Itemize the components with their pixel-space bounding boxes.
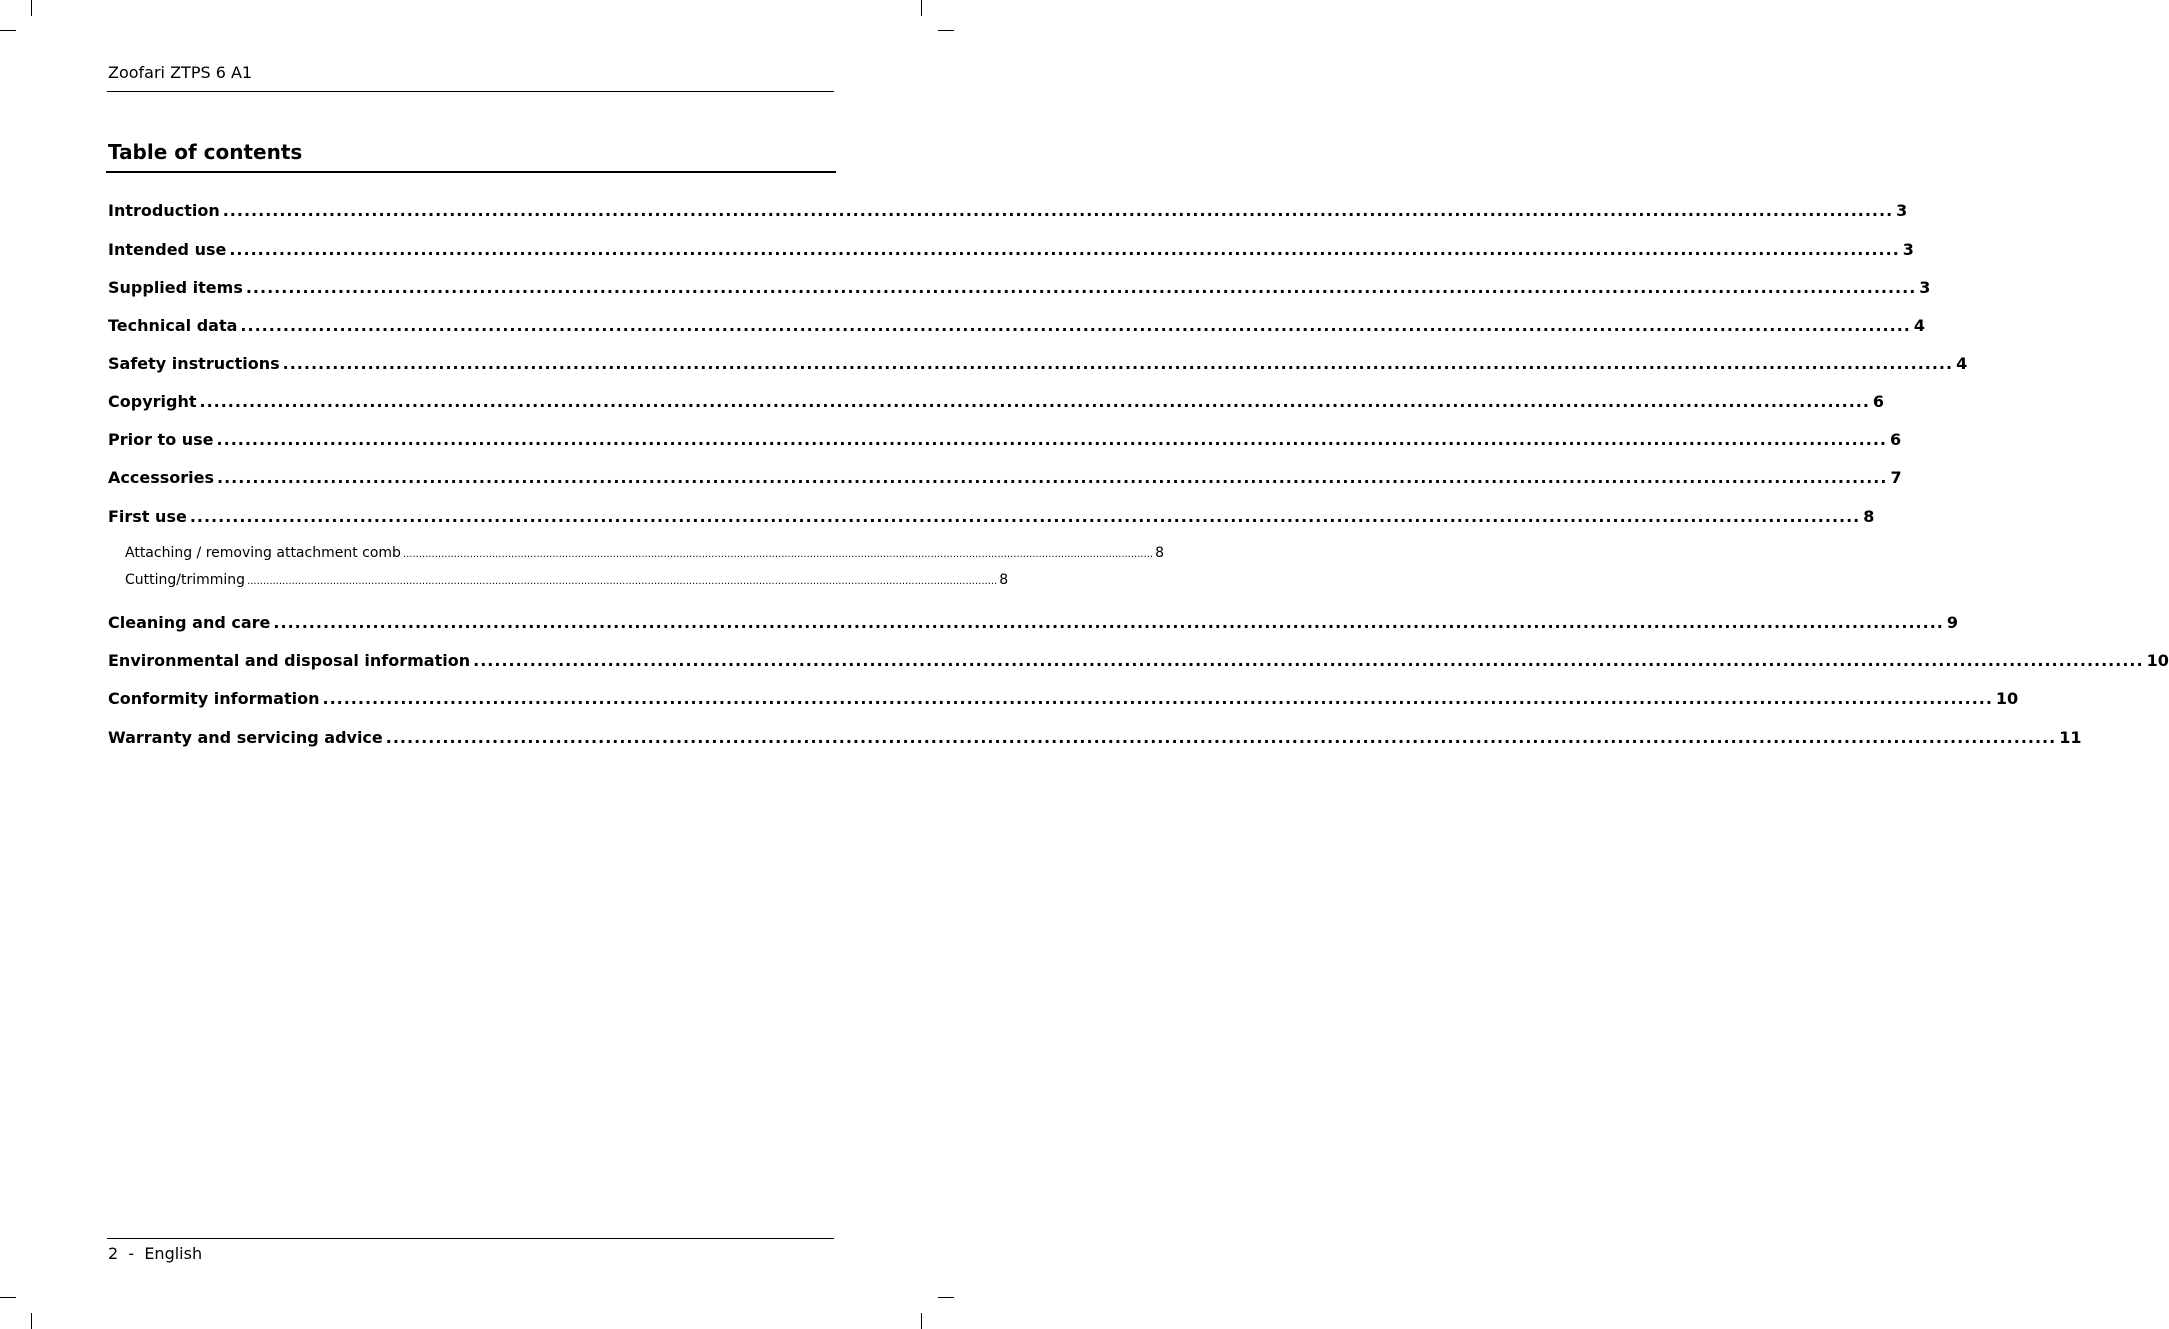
toc-dot-leader: ............................................................................................................................................................................................................................................ — [385, 728, 2057, 747]
toc-entry[interactable] — [108, 689, 2019, 711]
toc-entry[interactable] — [108, 392, 1885, 414]
page-header — [108, 62, 833, 84]
toc-entry-page: 10 — [1995, 689, 2019, 708]
toc-entry-label: Accessories — [108, 468, 214, 487]
footer-divider — [107, 1238, 834, 1239]
toc-entry-label: Cleaning and care — [108, 613, 271, 632]
toc-dot-leader: ............................................................................................................................................................................................................................................ — [402, 549, 1154, 560]
toc-entry[interactable] — [108, 468, 1902, 490]
toc-entry-page: 3 — [1919, 278, 1931, 297]
crop-mark — [938, 1297, 954, 1298]
page-footer — [108, 1243, 202, 1265]
toc-dot-leader: ............................................................................................................................................................................................................................................ — [273, 613, 1944, 632]
toc-entry-page: 4 — [1956, 354, 1968, 373]
toc-dot-leader: ............................................................................................................................................................................................................................................ — [322, 689, 1993, 708]
toc-dot-leader: ............................................................................................................................................................................................................................................ — [217, 468, 1888, 487]
toc-entry[interactable] — [108, 430, 1902, 452]
toc-dot-leader: ............................................................................................................................................................................................................................................ — [199, 392, 1870, 411]
toc-subentry[interactable] — [125, 572, 1009, 594]
product-name: Zoofari ZTPS 6 A1 — [108, 63, 253, 82]
toc-title: Table of contents — [108, 140, 303, 164]
toc-entry-label: Warranty and servicing advice — [108, 728, 383, 747]
toc-entry[interactable] — [108, 278, 1931, 300]
footer-separator: - — [128, 1244, 135, 1263]
toc-entry[interactable] — [108, 507, 1875, 529]
toc-entry[interactable] — [108, 613, 1958, 635]
toc-entry-page: 6 — [1872, 392, 1885, 411]
toc-entry[interactable] — [108, 651, 2169, 673]
toc-entry-page: 9 — [1946, 613, 1958, 632]
toc-entry-label: Cutting/trimming — [125, 572, 246, 588]
crop-mark — [31, 1313, 32, 1329]
toc-entry-label: Prior to use — [108, 430, 214, 449]
toc-entry-label: Technical data — [108, 316, 238, 335]
toc-entry[interactable] — [108, 316, 1925, 338]
toc-entry-page: 6 — [1889, 430, 1902, 449]
crop-mark — [0, 30, 16, 31]
toc-entry-label: Introduction — [108, 201, 220, 220]
toc-entry-label: First use — [108, 507, 187, 526]
toc-entry-page: 10 — [2146, 651, 2169, 670]
toc-dot-leader: ............................................................................................................................................................................................................................................ — [222, 201, 1894, 220]
toc-entry[interactable] — [108, 240, 1914, 262]
toc-dot-leader: ............................................................................................................................................................................................................................................ — [216, 430, 1887, 449]
toc-entry-page: 11 — [2059, 728, 2082, 747]
toc-dot-leader: ............................................................................................................................................................................................................................................ — [282, 354, 1954, 373]
toc-entry-page: 3 — [1896, 201, 1908, 220]
crop-mark — [0, 1297, 16, 1298]
crop-mark — [938, 30, 954, 31]
toc-entry[interactable] — [108, 728, 2082, 750]
toc-entry-label: Safety instructions — [108, 354, 280, 373]
toc-dot-leader: ............................................................................................................................................................................................................................................ — [473, 651, 2144, 670]
toc-entry[interactable] — [108, 354, 1968, 376]
toc-entry-label: Intended use — [108, 240, 227, 259]
crop-mark — [31, 0, 32, 16]
crop-mark — [921, 0, 922, 16]
header-divider — [107, 91, 834, 92]
toc-dot-leader: ............................................................................................................................................................................................................................................ — [245, 278, 1917, 297]
toc-dot-leader: ............................................................................................................................................................................................................................................ — [247, 576, 998, 587]
toc-entry-label: Attaching / removing attachment comb — [125, 545, 401, 561]
toc-entry[interactable] — [108, 201, 1908, 223]
toc-dot-leader: ............................................................................................................................................................................................................................................ — [240, 316, 1911, 335]
toc-entry-page: 8 — [999, 572, 1009, 588]
toc-entry-label: Supplied items — [108, 278, 243, 297]
toc-entry-page: 7 — [1890, 468, 1902, 487]
crop-mark — [921, 1313, 922, 1329]
toc-entry-page: 8 — [1863, 507, 1875, 526]
toc-entry-page: 4 — [1913, 316, 1925, 335]
toc-subentry[interactable] — [125, 545, 1165, 567]
toc-entry-label: Environmental and disposal information — [108, 651, 471, 670]
footer-page-number: 2 — [108, 1244, 119, 1263]
toc-entry-page: 3 — [1902, 240, 1914, 259]
title-divider — [106, 171, 836, 173]
toc-entry-label: Copyright — [108, 392, 197, 411]
toc-dot-leader: ............................................................................................................................................................................................................................................ — [189, 507, 1861, 526]
toc-entry-page: 8 — [1155, 545, 1165, 561]
toc-entry-label: Conformity information — [108, 689, 320, 708]
toc-dot-leader: ............................................................................................................................................................................................................................................ — [229, 240, 1900, 259]
footer-language: English — [144, 1244, 203, 1263]
